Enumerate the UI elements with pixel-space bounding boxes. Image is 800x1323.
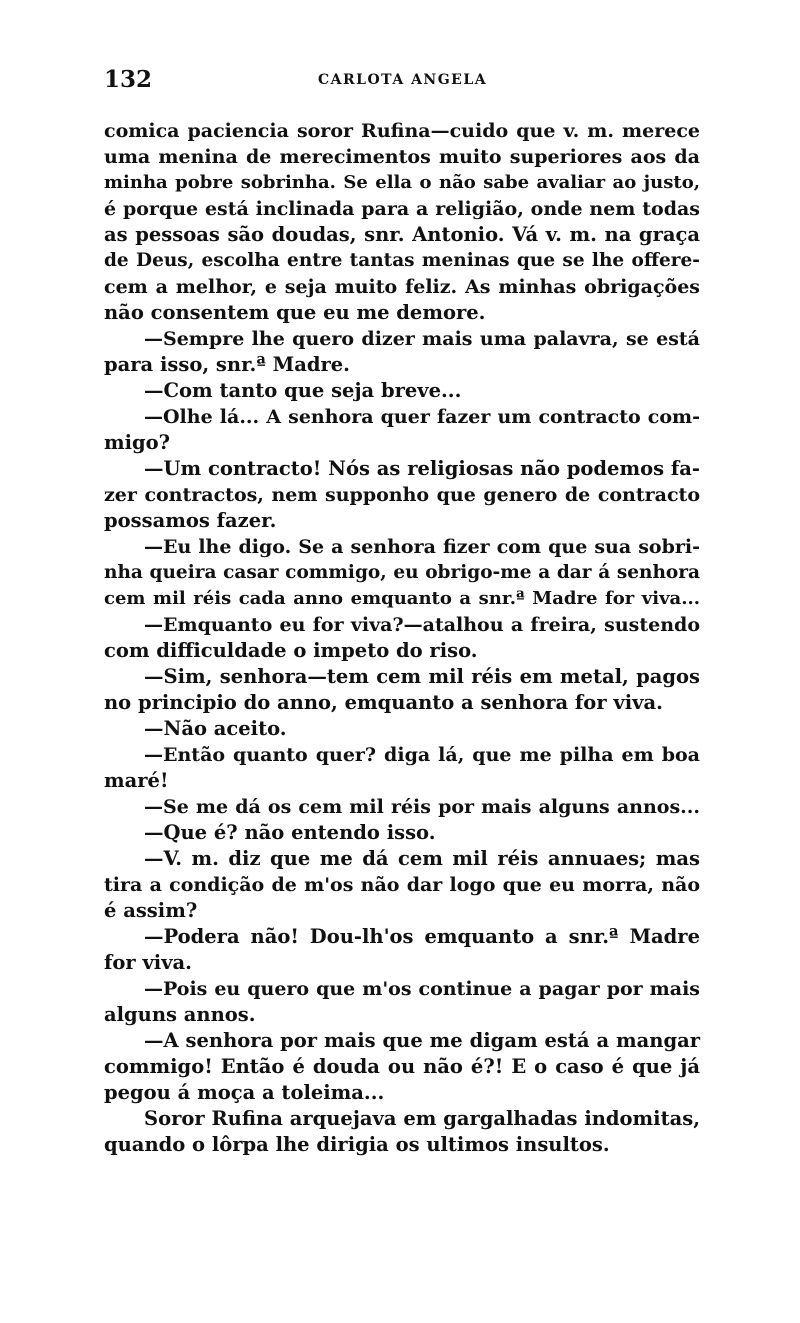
text-line: —Pois eu quero que m'os continue a pagar por mais	[144, 978, 700, 1000]
text-line: —Com tanto que seja breve...	[144, 379, 462, 402]
text-line: uma menina de merecimentos muito superiores aos da	[104, 146, 700, 168]
text-line: for viva.	[104, 951, 192, 974]
text-line: tira a condição de m'os não dar logo que eu morra, não	[104, 874, 700, 896]
page-header	[104, 66, 700, 96]
text-line: as pessoas são doudas, snr. Antonio. Vá v. m. na graça	[104, 223, 700, 246]
running-title: CARLOTA ANGELA	[318, 72, 488, 88]
text-line: —V. m. diz que me dá cem mil réis annuaes; mas	[144, 847, 700, 870]
text-line: cem mil réis cada anno emquanto a snr.ª Madre for viva...	[104, 588, 700, 609]
text-line: é porque está inclinada para a religião, onde nem todas	[104, 198, 700, 220]
text-line: —Eu lhe digo. Se a senhora fizer com que sua sobri-	[144, 536, 700, 558]
text-line: no principio do anno, emquanto a senhora for viva.	[104, 691, 663, 714]
text-line: —A senhora por mais que me digam está a mangar	[144, 1029, 700, 1052]
text-line: é assim?	[104, 899, 198, 922]
text-line: maré!	[104, 769, 169, 792]
text-line: não consentem que eu me demore.	[104, 301, 486, 324]
text-line: —Podera não! Dou-lh'os emquanto a snr.ª Madre	[144, 925, 700, 948]
text-line: zer contractos, nem supponho que genero de contracto	[104, 484, 700, 506]
text-line: —Então quanto quer? diga lá, que me pilha em boa	[144, 744, 700, 766]
page-number: 132	[104, 66, 153, 93]
text-line: quando o lôrpa lhe dirigia os ultimos insultos.	[104, 1133, 610, 1156]
text-line: nha queira casar commigo, eu obrigo-me a dar á senhora	[104, 562, 700, 583]
text-line: —Não aceito.	[144, 717, 287, 740]
text-line: —Sim, senhora—tem cem mil réis em metal, pagos	[144, 665, 700, 688]
body-text	[104, 118, 700, 1158]
text-line: de Deus, escolha entre tantas meninas que se lhe offere-	[104, 250, 700, 271]
text-line: —Olhe lá... A senhora quer fazer um contracto com-	[144, 406, 700, 428]
text-line: possamos fazer.	[104, 509, 277, 532]
text-line: pegou á moça a toleima...	[104, 1081, 385, 1104]
text-line: Soror Rufina arquejava em gargalhadas indomitas,	[144, 1107, 700, 1130]
text-line: —Um contracto! Nós as religiosas não podemos fa-	[144, 457, 700, 480]
text-line: —Que é? não entendo isso.	[144, 821, 436, 844]
text-line: migo?	[104, 431, 171, 454]
text-line: comica paciencia soror Rufina—cuido que v. m. merece	[104, 120, 700, 142]
text-line: com difficuldade o impeto do riso.	[104, 639, 478, 662]
text-line: —Se me dá os cem mil réis por mais alguns annos...	[144, 796, 700, 818]
text-line: —Sempre lhe quero dizer mais uma palavra, se está	[144, 328, 700, 350]
text-line: commigo! Então é douda ou não é?! E o caso é que já	[104, 1055, 700, 1078]
text-line: para isso, snr.ª Madre.	[104, 353, 350, 376]
text-line: —Emquanto eu for viva?—atalhou a freira, sustendo	[144, 614, 700, 636]
text-line: cem a melhor, e seja muito feliz. As minhas obrigações	[104, 276, 700, 298]
text-line: minha pobre sobrinha. Se ella o não sabe avaliar ao justo,	[104, 172, 700, 193]
text-line: alguns annos.	[104, 1003, 256, 1026]
